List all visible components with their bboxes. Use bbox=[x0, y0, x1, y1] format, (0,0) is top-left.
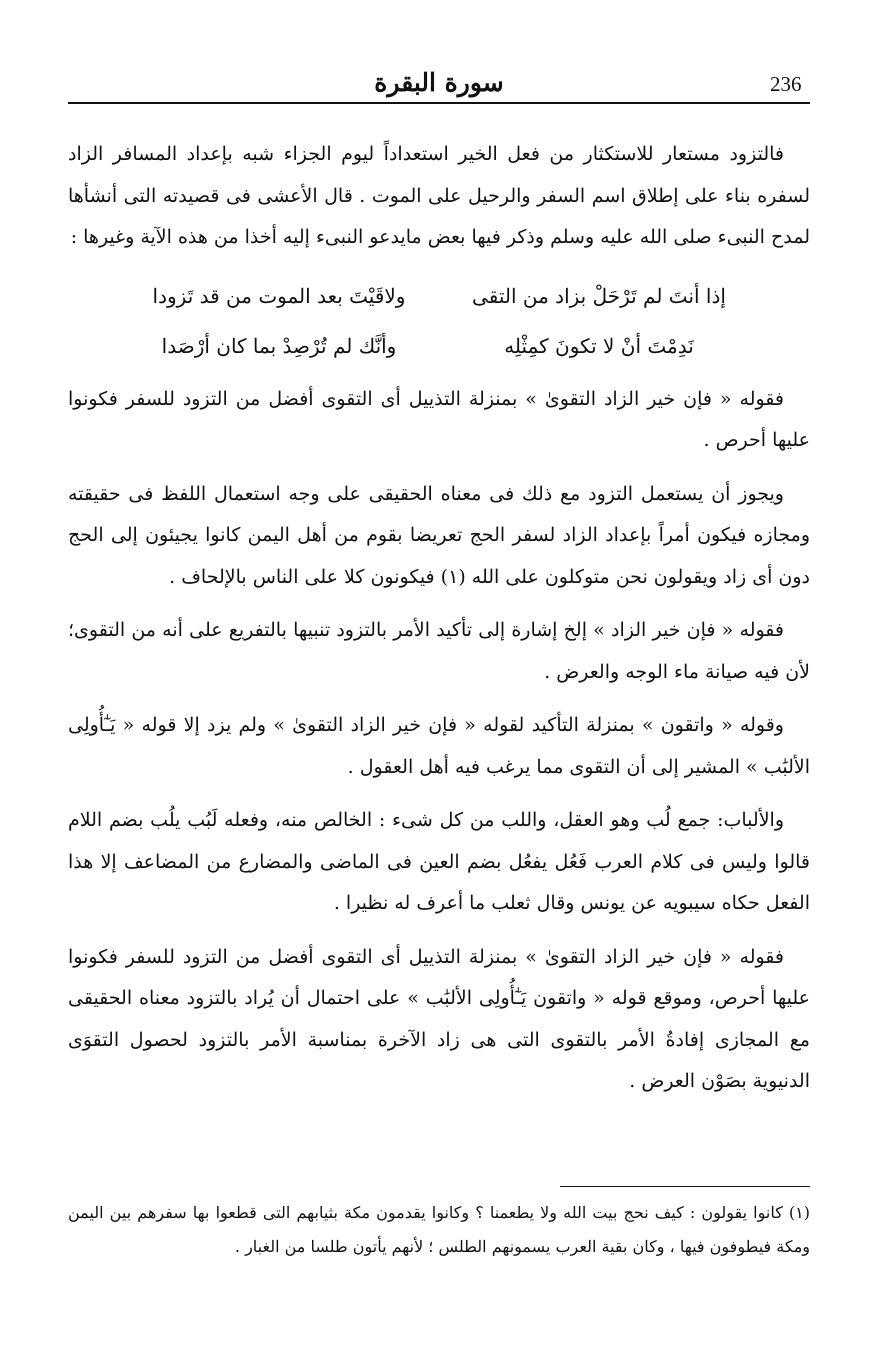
verse-hemistich: إذا أنتَ لم تَرْحَلْ بزاد من التقى bbox=[472, 283, 726, 308]
verse-line bbox=[68, 321, 810, 371]
verse-hemistich: نَدِمْتَ أنْ لا تكونَ كمِثْلِه bbox=[504, 333, 694, 358]
paragraph: فقوله « فإن خير الزاد » إلخ إشارة إلى تأكيد الأمر بالتزود تنبيها بالتفريع على أنه من التقوى؛ لأن فيه صيانة ماء الوجه والعرض . bbox=[68, 619, 810, 683]
verse-line bbox=[68, 271, 810, 321]
paragraph: فقوله « فإن خير الزاد التقوىٰ » بمنزلة التذييل أى التقوى أفضل من التزود للسفر فكونوا عليها أحرص، وموقع قوله « واتقون يَـٰٓأُولِى الألبَٰب » على احتمال أن يُراد بالتزود معناه الحقيقى مع المجازى إفادةُ الأمر بالتقوى التى هى زاد الآخرة بمناسبة الأمر بالتزود لحصول التقوَى الدنيوية بصَوْن العرض . bbox=[68, 945, 810, 1092]
page-number: 236 bbox=[770, 72, 802, 96]
verse-hemistich: ولاقَيْتَ بعد الموت من قد تَزودا bbox=[152, 283, 406, 308]
surah-title: سورة البقرة bbox=[374, 68, 504, 97]
verse-hemistich: وأنَّك لم تُرْصِدْ بما كان أرْصَدا bbox=[161, 333, 397, 358]
paragraph: وقوله « واتقون » بمنزلة التأكيد لقوله « فإن خير الزاد التقوىٰ » ولم يزد إلا قوله « يَـٰٓأُولِى الألبَٰب » المشير إلى أن التقوى مما يرغب فيه أهل العقول . bbox=[68, 714, 810, 778]
paragraph: فالتزود مستعار للاستكثار من فعل الخير استعداداً ليوم الجزاء شبه بإعداد المسافر الزاد لسفره بناء على إطلاق اسم السفر والرحيل على الموت . قال الأعشى فى قصيدته التى أنشأها لمدح النبىء صلى الله عليه وسلم وذكر فيها بعض مايدعو النبىء إليه أخذا من هذه الآية وغيرها : bbox=[68, 143, 810, 248]
poem-verse bbox=[68, 271, 810, 371]
footnote: (١) كانوا يقولون : كيف نحج بيت الله ولا يطعمنا ؟ وكانوا يقدمون مكة بثيابهم التى قطعوا بها سفرهم بين اليمن ومكة فيطوفون فيها ، وكان بقية العرب يسمونهم الطلس ؛ لأنهم يأتون طلسا من الغبار . bbox=[68, 1203, 811, 1256]
main-text bbox=[68, 134, 810, 1115]
footnote-divider bbox=[560, 1186, 810, 1187]
page-header bbox=[68, 58, 810, 104]
paragraph: فقوله « فإن خير الزاد التقوىٰ » بمنزلة التذييل أى التقوى أفضل من التزود للسفر فكونوا عليها أحرص . bbox=[68, 387, 810, 451]
paragraph: والألباب: جمع لُب وهو العقل، واللب من كل شىء : الخالص منه، وفعله لَبُب يلُب بضم اللام قالوا وليس فى كلام العرب فَعُل يفعُل بضم العين فى الماضى والمضارع من المضاعف إلا هذا الفعل حكاه سيبويه عن يونس وقال ثعلب ما أعرف له نظيرا . bbox=[68, 809, 810, 914]
paragraph: ويجوز أن يستعمل التزود مع ذلك فى معناه الحقيقى على وجه استعمال اللفظ فى حقيقته ومجازه فيكون أمراً بإعداد الزاد لسفر الحج تعريضا بقوم من أهل اليمن كانوا يجيئون إلى الحج دون أى زاد ويقولون نحن متوكلون على الله (١) فيكونون كلا على الناس بالإلحاف . bbox=[68, 482, 810, 588]
